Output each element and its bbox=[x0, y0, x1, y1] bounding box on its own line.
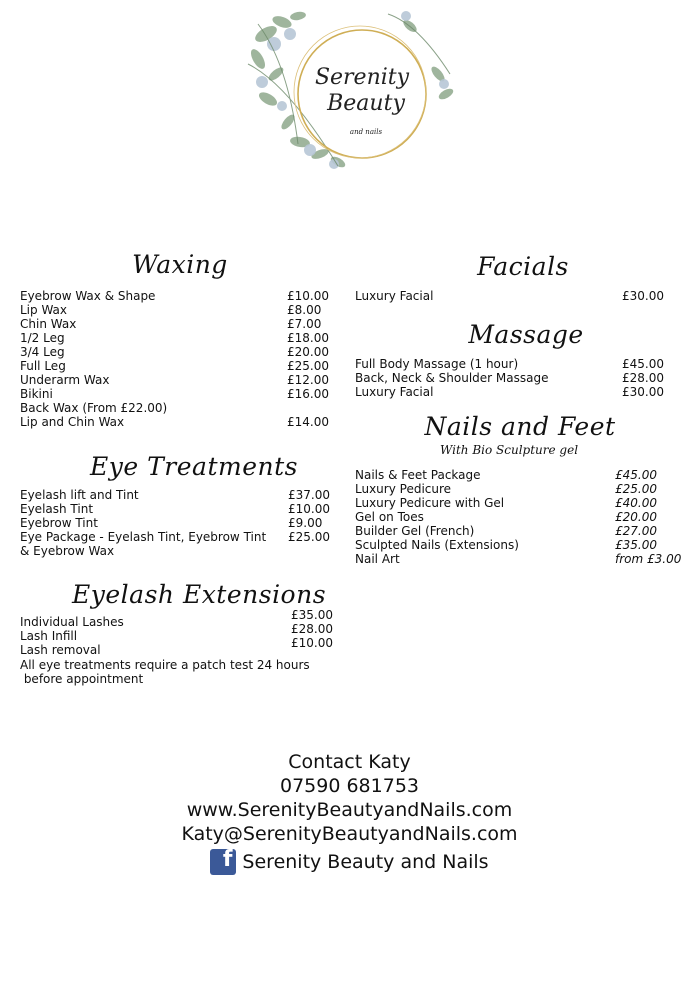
item-name: Lash Infill bbox=[20, 629, 78, 643]
list-item bbox=[355, 496, 690, 510]
item-price: £35.00 bbox=[291, 608, 333, 622]
list-item bbox=[355, 468, 690, 482]
eyelash-extensions-list bbox=[20, 608, 340, 657]
item-name: Chin Wax bbox=[20, 317, 77, 331]
list-item bbox=[20, 387, 340, 401]
item-name: Individual Lashes bbox=[20, 615, 124, 629]
item-price: £40.00 bbox=[615, 496, 657, 510]
massage-list bbox=[355, 357, 685, 399]
nails-and-feet-title: Nails and Feet bbox=[424, 412, 616, 441]
massage-title: Massage bbox=[468, 320, 584, 349]
item-name: 1/2 Leg bbox=[20, 331, 65, 345]
list-item bbox=[355, 538, 690, 552]
item-name: Nails & Feet Package bbox=[355, 468, 481, 482]
item-name: Gel on Toes bbox=[355, 510, 424, 524]
list-item bbox=[355, 524, 690, 538]
item-name: Underarm Wax bbox=[20, 373, 110, 387]
item-price: £25.00 bbox=[288, 530, 330, 544]
item-name: Back Wax (From £22.00) bbox=[20, 401, 168, 415]
item-name: Lip and Chin Wax bbox=[20, 415, 125, 429]
item-price: £8.00 bbox=[287, 303, 322, 317]
logo bbox=[238, 4, 460, 174]
item-name: Lash removal bbox=[20, 643, 101, 657]
item-name: Luxury Pedicure with Gel bbox=[355, 496, 505, 510]
item-price: £45.00 bbox=[622, 357, 664, 371]
item-price: £30.00 bbox=[622, 385, 664, 399]
list-item bbox=[20, 401, 340, 415]
list-item bbox=[355, 510, 690, 524]
floral-wreath-logo bbox=[238, 4, 460, 174]
waxing-title: Waxing bbox=[132, 250, 228, 279]
facebook-icon[interactable]: f bbox=[210, 849, 236, 875]
list-item bbox=[355, 371, 685, 385]
nails-subtitle: With Bio Sculpture gel bbox=[440, 443, 579, 457]
item-price: £9.00 bbox=[288, 516, 323, 530]
list-item bbox=[20, 289, 340, 303]
list-item bbox=[20, 317, 340, 331]
contact-heading: Contact Katy bbox=[288, 751, 411, 773]
item-price: £10.00 bbox=[288, 502, 330, 516]
item-name: Nail Art bbox=[355, 552, 400, 566]
item-price: £10.00 bbox=[291, 636, 333, 650]
patch-test-note: All eye treatments require a patch test 24 hours before appointment bbox=[20, 658, 310, 686]
item-price: £25.00 bbox=[615, 482, 657, 496]
item-name: Full Leg bbox=[20, 359, 66, 373]
item-price: £37.00 bbox=[288, 488, 330, 502]
item-price: £10.00 bbox=[287, 289, 329, 303]
facials-list bbox=[355, 289, 685, 303]
item-price: £14.00 bbox=[287, 415, 329, 429]
item-price: £28.00 bbox=[291, 622, 333, 636]
item-name: Luxury Facial bbox=[355, 289, 434, 303]
item-price: £16.00 bbox=[287, 387, 329, 401]
facebook-name[interactable]: Serenity Beauty and Nails bbox=[242, 851, 489, 873]
contact-block bbox=[0, 750, 699, 876]
eye-treatments-title: Eye Treatments bbox=[90, 452, 298, 481]
contact-website[interactable]: www.SerenityBeautyandNails.com bbox=[186, 799, 513, 821]
item-name: Eye Package - Eyelash Tint, Eyebrow Tint & Eyebrow Wax bbox=[20, 530, 267, 558]
list-item bbox=[355, 357, 685, 371]
item-price: £28.00 bbox=[622, 371, 664, 385]
list-item bbox=[355, 385, 685, 399]
waxing-list bbox=[20, 289, 340, 429]
item-name: Bikini bbox=[20, 387, 53, 401]
item-name: Eyelash Tint bbox=[20, 502, 94, 516]
item-name: Eyebrow Tint bbox=[20, 516, 98, 530]
item-name: Luxury Pedicure bbox=[355, 482, 452, 496]
item-name: Eyebrow Wax & Shape bbox=[20, 289, 156, 303]
facials-title: Facials bbox=[477, 252, 569, 281]
item-price: £30.00 bbox=[622, 289, 664, 303]
item-price: from £3.00 bbox=[615, 552, 682, 566]
item-name: 3/4 Leg bbox=[20, 345, 65, 359]
contact-email[interactable]: Katy@SerenityBeautyandNails.com bbox=[181, 823, 518, 845]
item-name: Lip Wax bbox=[20, 303, 68, 317]
list-item bbox=[355, 482, 690, 496]
facebook-row[interactable] bbox=[0, 848, 699, 876]
list-item bbox=[20, 488, 340, 502]
list-item bbox=[20, 373, 340, 387]
item-price: £18.00 bbox=[287, 331, 329, 345]
list-item bbox=[20, 303, 340, 317]
item-price: £25.00 bbox=[287, 359, 329, 373]
logo-text-line3: and nails bbox=[349, 128, 383, 136]
item-name: Full Body Massage (1 hour) bbox=[355, 357, 519, 371]
list-item bbox=[20, 345, 340, 359]
item-price: £27.00 bbox=[615, 524, 657, 538]
item-price: £7.00 bbox=[287, 317, 322, 331]
item-name: Eyelash lift and Tint bbox=[20, 488, 139, 502]
logo-text-line1: Serenity bbox=[314, 65, 410, 90]
nails-and-feet-list bbox=[355, 468, 690, 566]
list-item bbox=[20, 516, 340, 530]
list-item bbox=[355, 289, 685, 303]
item-name: Luxury Facial bbox=[355, 385, 434, 399]
list-item bbox=[20, 359, 340, 373]
item-name: Back, Neck & Shoulder Massage bbox=[355, 371, 549, 385]
item-price: £45.00 bbox=[615, 468, 657, 482]
item-name: Sculpted Nails (Extensions) bbox=[355, 538, 519, 552]
list-item bbox=[20, 415, 340, 429]
item-price: £20.00 bbox=[615, 510, 657, 524]
list-item bbox=[355, 552, 690, 566]
item-name: Builder Gel (French) bbox=[355, 524, 475, 538]
list-item bbox=[20, 331, 340, 345]
logo-text-line2: Beauty bbox=[327, 91, 405, 116]
item-price: £35.00 bbox=[615, 538, 657, 552]
item-price: £20.00 bbox=[287, 345, 329, 359]
item-price: £12.00 bbox=[287, 373, 329, 387]
eye-treatments-list bbox=[20, 488, 340, 558]
contact-phone[interactable]: 07590 681753 bbox=[279, 775, 419, 797]
list-item bbox=[20, 502, 340, 516]
eyelash-extensions-title: Eyelash Extensions bbox=[72, 580, 327, 609]
list-item bbox=[20, 530, 340, 558]
